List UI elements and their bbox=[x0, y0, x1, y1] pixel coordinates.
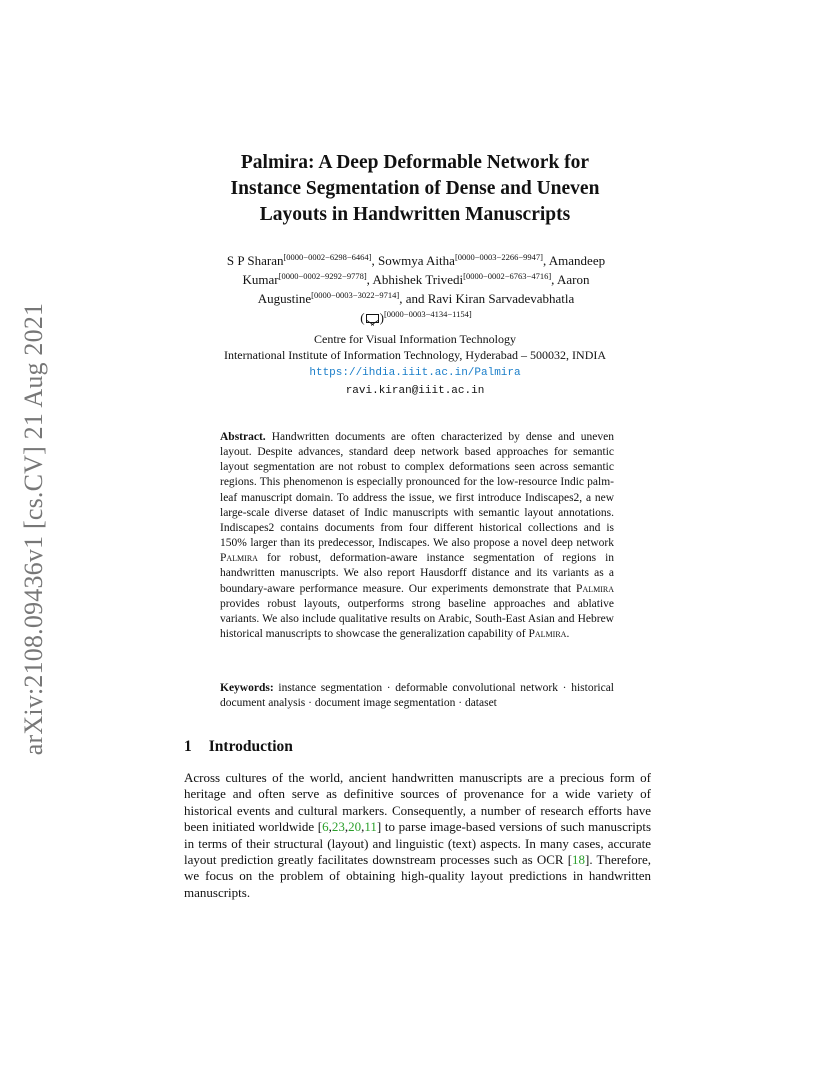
section-title: Introduction bbox=[208, 738, 293, 755]
author-orcid: [0000−0003−3022−9714] bbox=[311, 290, 400, 300]
author-orcid: [0000−0003−4134−1154] bbox=[383, 309, 472, 319]
abstract-text: for robust, deformation-aware instance segmentation of regions in handwritten manuscripts. We also report Hausdorff distance and its variants as a boundary-aware performance measure. Our experiments demonstrate that bbox=[220, 552, 615, 595]
method-name: Palmira bbox=[528, 628, 567, 641]
author-list: S P Sharan[0000−0002−6298−6464], Sowmya Aitha[0000−0003−2266−9947], Amandeep Kumar[0000−0002−9292−9778], Abhishek Trivedi[0000−0002−6763−4716], Aaron Augustine[0000−0003−3022−9714], and Ravi Kiran Sarvadevabhatla ( )[0000−0003−4134−1154] bbox=[226, 252, 606, 325]
project-url-link[interactable]: https://ihdia.iiit.ac.in/Palmira bbox=[309, 367, 521, 379]
keywords-text: instance segmentation · deformable convolutional network · historical document analysis · document image segmentation · dataset bbox=[220, 682, 615, 710]
title-line: Instance Segmentation of Dense and Uneven bbox=[230, 178, 600, 199]
author-orcid: [0000−0002−6763−4716] bbox=[463, 271, 552, 281]
author-name: Amandeep Kumar bbox=[242, 253, 606, 287]
affiliation-centre: Centre for Visual Information Technology bbox=[314, 332, 516, 346]
intro-text: ] to parse image-based versions of such manuscripts in terms of their structural (layout) and linguistic (text) aspects. In many cases, accurate layout prediction greatly facilitates downstream processes such as OCR [ bbox=[184, 819, 651, 868]
author-name: Ravi Kiran Sarvadevabhatla bbox=[427, 291, 575, 306]
intro-paragraph: Across cultures of the world, ancient handwritten manuscripts are a precious form of heritage and often serve as definitive sources of provenance for a wide variety of historical events and cultural markers. Consequently, a number of research efforts have been initiated worldwide [6,23,20,11] to parse image-based versions of such manuscripts in terms of their structural (layout) and linguistic (text) aspects. In many cases, accurate layout prediction greatly facilitates downstream processes such as OCR [18]. Therefore, we focus on the problem of obtaining high-quality layout predictions in handwritten manuscripts. bbox=[184, 770, 651, 900]
citation-link[interactable]: 18 bbox=[572, 852, 586, 868]
author-name: S P Sharan bbox=[226, 253, 284, 268]
keywords-label: Keywords: bbox=[220, 682, 274, 694]
citation-link[interactable]: 20 bbox=[348, 819, 362, 835]
author-orcid: [0000−0002−6298−6464] bbox=[283, 252, 372, 262]
abstract-text: provides robust layouts, outperforms strong baseline approaches and ablative variants. We also include qualitative results on Arabic, South-East Asian and Hebrew historical manuscripts to showcase the generalization capability of bbox=[220, 597, 614, 641]
abstract-text: Handwritten documents are often characterized by dense and uneven layout. Despite advances, standard deep network based approaches for semantic layout segmentation are not robust to complex deformations seen across semantic regions. This phenomenon is especially pronounced for the low-resource Indic palm-leaf manuscript domain. To address the issue, we first introduce Indiscapes2, a new large-scale diverse dataset of Indic manuscripts with semantic layout annotations. Indiscapes2 contains documents from four different historical collections and is 150% larger than its predecessor, Indiscapes. We also propose a novel deep network bbox=[220, 431, 615, 550]
intro-text: Across cultures of the world, ancient handwritten manuscripts are a precious form of heritage and often serve as definitive sources of provenance for a wide variety of historical events and cultural markers. Consequently, a number of research efforts have been initiated worldwide [ bbox=[184, 770, 651, 835]
method-name: Palmira bbox=[220, 552, 258, 565]
section-number: 1 bbox=[184, 738, 192, 755]
author-name: Abhishek Trivedi bbox=[372, 272, 464, 287]
keywords bbox=[220, 681, 614, 711]
title-line: Palmira: A Deep Deformable Network for bbox=[240, 152, 590, 173]
arxiv-identifier: arXiv:2108.09436v1 [cs.CV] 21 Aug 2021 bbox=[19, 302, 48, 756]
citation-link[interactable]: 11 bbox=[364, 819, 377, 835]
author-name: Aaron Augustine bbox=[257, 272, 590, 306]
author-joiner: , and bbox=[399, 291, 425, 306]
affiliation-institute: International Institute of Information Technology, Hyderabad – 500032, INDIA bbox=[223, 348, 607, 362]
intro-text: ]. Therefore, we focus on the problem of obtaining high-quality layout predictions in handwritten manuscripts. bbox=[184, 852, 651, 900]
citation-link[interactable]: 23 bbox=[331, 819, 345, 835]
citation-link[interactable]: 6 bbox=[322, 819, 329, 835]
abstract-label: Abstract. bbox=[220, 431, 266, 443]
method-name: Palmira bbox=[576, 582, 614, 595]
abstract-period: . bbox=[566, 628, 570, 641]
section-heading bbox=[184, 738, 293, 756]
author-orcid: [0000−0002−9292−9778] bbox=[278, 271, 367, 281]
abstract bbox=[220, 430, 614, 642]
affiliation bbox=[150, 331, 680, 399]
title-line: Layouts in Handwritten Manuscripts bbox=[259, 204, 571, 225]
contact-email: ravi.kiran@iiit.ac.in bbox=[345, 385, 485, 397]
author-name: Sowmya Aitha bbox=[378, 253, 455, 268]
author-orcid: [0000−0003−2266−9947] bbox=[454, 252, 543, 262]
envelope-icon bbox=[366, 314, 379, 323]
paper-title bbox=[150, 150, 680, 228]
